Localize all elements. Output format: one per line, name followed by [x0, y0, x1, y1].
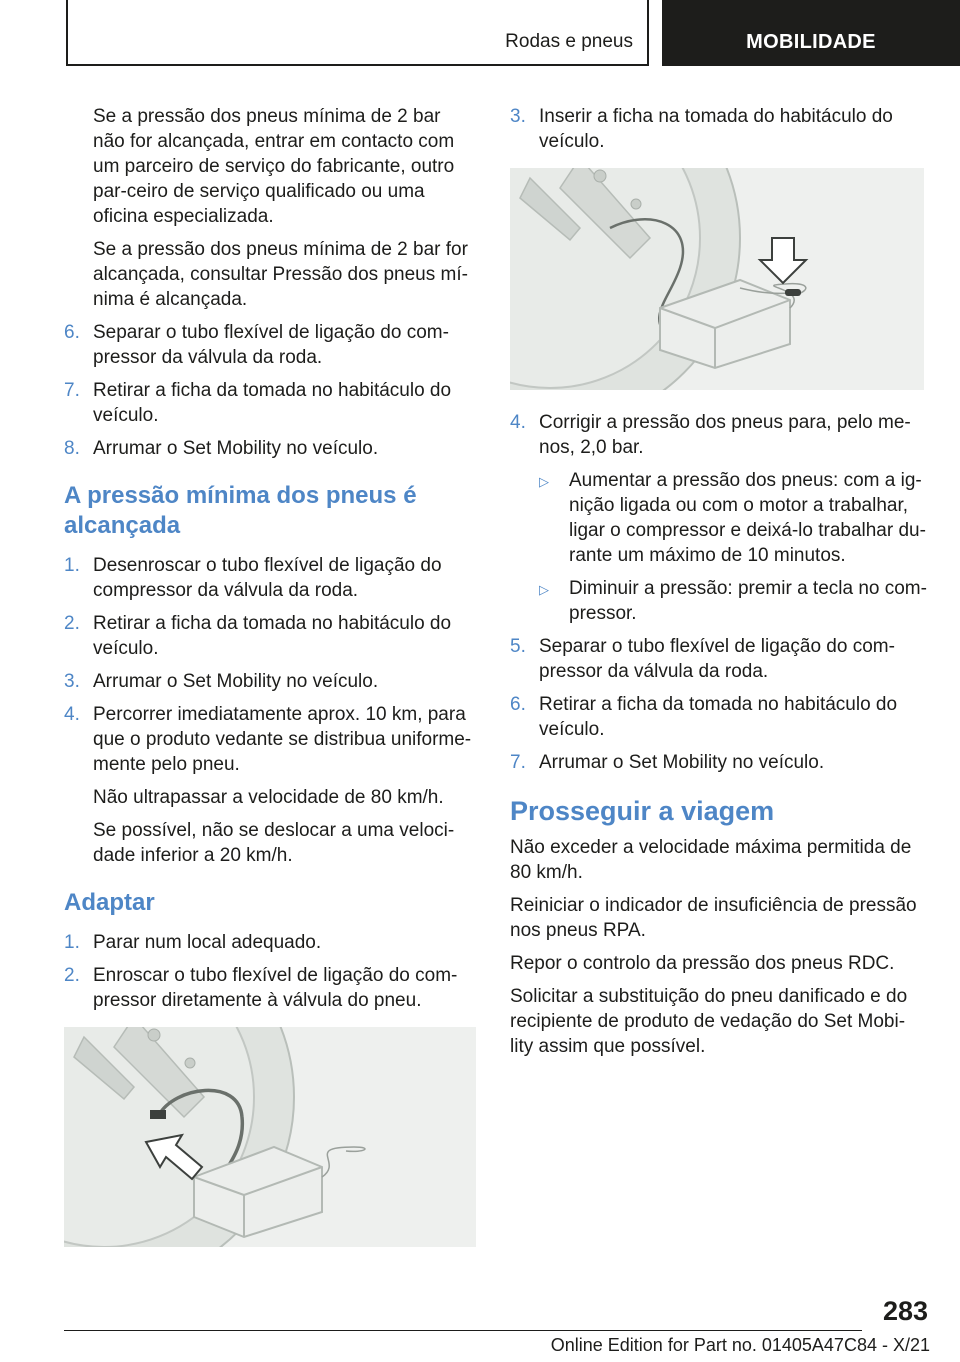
step-number: 7. [510, 752, 526, 773]
step-text: Enroscar o tubo flexível de ligação do com-pressor diretamente à válvula do pneu. [93, 965, 458, 1011]
step-number: 8. [64, 438, 80, 459]
paragraph: Repor o controlo da pressão dos pneus RDC. [510, 953, 895, 974]
step-number: 6. [510, 694, 526, 715]
list-item [510, 104, 928, 154]
bullet-text: Diminuir a pressão: premir a tecla no com-pressor. [569, 578, 927, 624]
paragraph-not-reached: Se a pressão dos pneus mínima de 2 bar não for alcançada, entrar em contacto com um parceiro de serviço do fabricante, outro par-ceiro de serviço qualificado ou uma oficina especializada. [93, 106, 455, 227]
step-text: Parar num local adequado. [93, 932, 322, 953]
step-number: 2. [64, 965, 80, 986]
heading-pressure-reached: A pressão mínima dos pneus é alcançada [64, 482, 417, 539]
step-number: 1. [64, 555, 80, 576]
list-item [510, 410, 928, 460]
step-number: 4. [510, 412, 526, 433]
min-speed-note: Se possível, não se deslocar a uma veloci-dade inferior a 20 km/h. [93, 820, 455, 866]
step-number: 3. [64, 671, 80, 692]
footer-divider [64, 1330, 862, 1331]
paragraph: Reiniciar o indicador de insuficiência de pressão nos pneus RPA. [510, 895, 917, 941]
list-item [64, 553, 476, 603]
step-number: 2. [64, 613, 80, 634]
step-text: Retirar a ficha da tomada no habitáculo do veículo. [93, 380, 452, 426]
list-item [64, 436, 476, 461]
page-number: 283 [882, 1296, 928, 1326]
step-text: Arrumar o Set Mobility no veículo. [539, 752, 825, 773]
list-item [64, 611, 476, 661]
heading-continue-journey: Prosseguir a viagem [510, 796, 775, 826]
paragraph-reached: Se a pressão dos pneus mínima de 2 bar for alcançada, consultar Pressão dos pneus mí-nima é alcançada. [93, 239, 468, 310]
list-item [64, 669, 476, 694]
section-title: Rodas e pneus [505, 31, 633, 52]
step-number: 1. [64, 932, 80, 953]
paragraph: Solicitar a substituição do pneu danificado e do recipiente de produto de vedação do Set Mobi-lity assim que possível. [510, 986, 908, 1057]
step-text: Retirar a ficha da tomada no habitáculo do veículo. [93, 613, 452, 659]
list-item [64, 702, 476, 777]
speed-limit-note: Não ultrapassar a velocidade de 80 km/h. [93, 787, 444, 808]
list-item [64, 320, 476, 370]
step-number: 3. [510, 106, 526, 127]
left-column [64, 104, 476, 1267]
chapter-tab: MOBILIDADE [662, 0, 960, 66]
edition-note: Online Edition for Part no. 01405A47C84 - X/21 [550, 1335, 930, 1355]
list-item [64, 963, 476, 1013]
list-item [510, 692, 928, 742]
step-text: Separar o tubo flexível de ligação do com-pressor da válvula da roda. [539, 636, 895, 682]
step-text: Arrumar o Set Mobility no veículo. [93, 438, 379, 459]
bullet-text: Aumentar a pressão dos pneus: com a ig-nição ligada ou com o motor a trabalhar, ligar o compressor e deixá-lo trabalhar du-rante um máximo de 10 minutos. [569, 470, 926, 566]
header-section-box [66, 0, 649, 66]
paragraph: Não exceder a velocidade máxima permitida de 80 km/h. [510, 837, 912, 883]
step-text: Separar o tubo flexível de ligação do com-pressor da válvula da roda. [93, 322, 449, 368]
illustration-plug-socket [510, 168, 924, 390]
list-item [64, 378, 476, 428]
step-text: Percorrer imediatamente aprox. 10 km, para que o produto vedante se distribua uniforme-mente pelo pneu. [93, 704, 472, 775]
list-item [510, 634, 928, 684]
list-item [510, 750, 928, 775]
triangle-bullet-icon: ▷ [539, 582, 549, 597]
step-text: Corrigir a pressão dos pneus para, pelo me-nos, 2,0 bar. [539, 412, 911, 458]
step-number: 6. [64, 322, 80, 343]
bullet-item [510, 576, 928, 626]
step-text: Retirar a ficha da tomada no habitáculo do veículo. [539, 694, 898, 740]
list-item [64, 930, 476, 955]
illustration-hose-to-valve [64, 1027, 476, 1247]
right-column [510, 104, 928, 1067]
step-text: Arrumar o Set Mobility no veículo. [93, 671, 379, 692]
step-number: 4. [64, 704, 80, 725]
step-number: 7. [64, 380, 80, 401]
step-text: Inserir a ficha na tomada do habitáculo do veículo. [539, 106, 893, 152]
bullet-item [510, 468, 928, 568]
step-number: 5. [510, 636, 526, 657]
triangle-bullet-icon: ▷ [539, 474, 549, 489]
step-text: Desenroscar o tubo flexível de ligação do compressor da válvula da roda. [93, 555, 442, 601]
heading-adapt: Adaptar [64, 889, 155, 916]
